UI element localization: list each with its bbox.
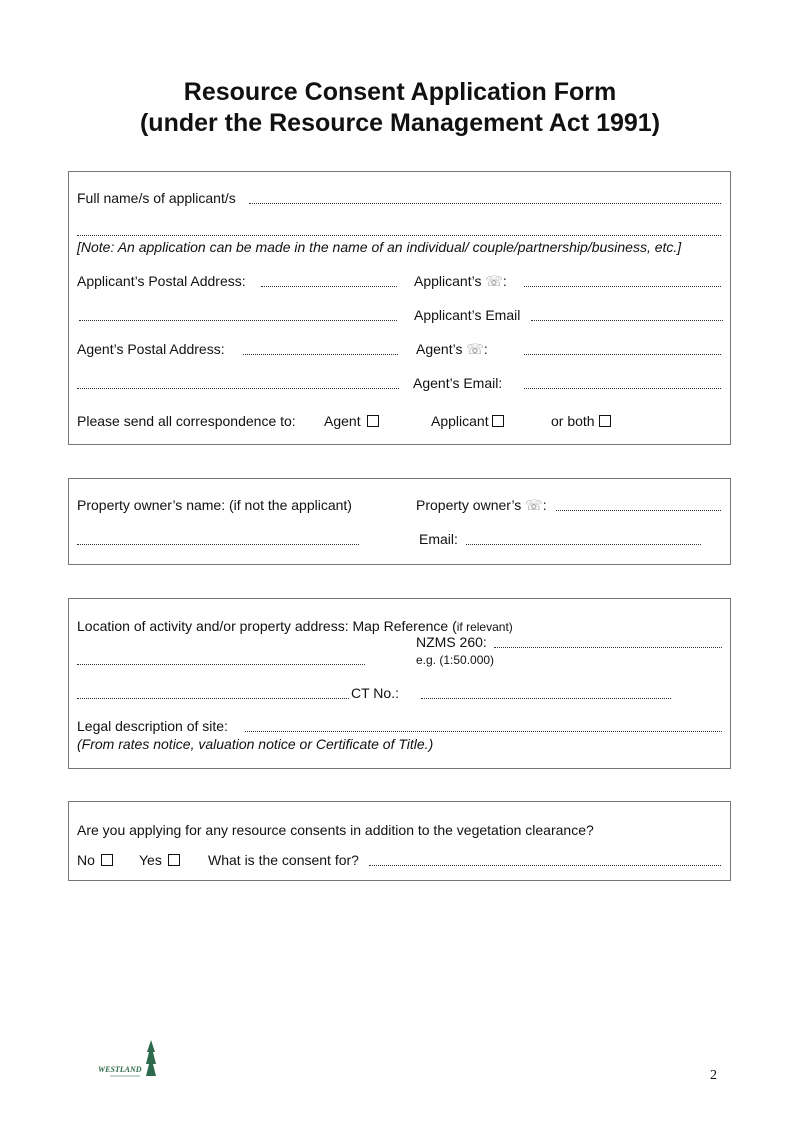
legal-description-note: (From rates notice, valuation notice or Certificate of Title.)	[77, 736, 434, 752]
agent-email-label: Agent’s Email:	[413, 375, 503, 391]
checkbox-box[interactable]	[168, 854, 180, 866]
owner-phone-field[interactable]	[556, 510, 721, 511]
svg-text:WESTLAND: WESTLAND	[98, 1065, 142, 1074]
agent-postal-label: Agent’s Postal Address:	[77, 341, 225, 357]
checkbox-both-label: or both	[551, 413, 595, 429]
owner-email-field[interactable]	[466, 544, 701, 545]
postal-address-label: Applicant’s Postal Address:	[77, 273, 246, 289]
checkbox-agent[interactable]	[324, 413, 379, 429]
consent-for-label: What is the consent for?	[208, 852, 359, 868]
agent-email-field[interactable]	[524, 388, 721, 389]
checkbox-no[interactable]	[77, 852, 113, 868]
postal-address-field-2[interactable]	[79, 320, 397, 321]
full-name-field[interactable]	[249, 203, 721, 204]
checkbox-box[interactable]	[492, 415, 504, 427]
checkbox-applicant[interactable]	[431, 413, 504, 429]
checkbox-yes-label: Yes	[139, 852, 162, 868]
consents-section	[68, 801, 731, 881]
owner-section: Property owner’s name: (if not the applicant) Property owner’s ☏: Email:	[68, 478, 731, 565]
checkbox-agent-label: Agent	[324, 413, 361, 429]
full-name-field-2[interactable]	[77, 235, 721, 236]
location-field-2[interactable]	[77, 698, 349, 699]
agent-postal-field-2[interactable]	[77, 388, 399, 389]
checkbox-box[interactable]	[367, 415, 379, 427]
owner-name-field[interactable]	[77, 544, 359, 545]
applicant-email-field[interactable]	[531, 320, 723, 321]
postal-address-field[interactable]	[261, 286, 397, 287]
consents-question: Are you applying for any resource consents in addition to the vegetation clearance?	[77, 822, 594, 838]
location-field[interactable]	[77, 664, 365, 665]
phone-icon: ☏	[485, 273, 503, 289]
full-name-label: Full name/s of applicant/s	[77, 190, 236, 206]
agent-phone-label: Agent’s	[416, 341, 463, 357]
consent-for-field[interactable]	[369, 865, 721, 866]
checkbox-both[interactable]	[551, 413, 611, 429]
agent-postal-field[interactable]	[243, 354, 398, 355]
map-example: e.g. (1:50.000)	[416, 653, 495, 667]
ct-label: CT No.:	[351, 685, 399, 701]
phone-icon: ☏	[525, 497, 543, 513]
checkbox-no-label: No	[77, 852, 95, 868]
legal-description-label: Legal description of site:	[77, 718, 228, 734]
form-title: Resource Consent Application Form	[183, 78, 617, 106]
location-label	[77, 618, 513, 635]
applicant-section: Full name/s of applicant/s [Note: An application can be made in the name of an individual/ couple/partnership/business, etc.] Applicant’s Postal Address: Applicant’s ☏: Applicant’s Email Agent’s Postal Address: Agent’s ☏: Agent’s Email: Please send all correspondence to: Agent Applicant or both	[68, 171, 731, 445]
checkbox-box[interactable]	[599, 415, 611, 427]
nzms-label: NZMS 260:	[416, 634, 487, 650]
phone-icon: ☏	[466, 341, 484, 357]
if-relevant-note: if relevant)	[456, 620, 513, 634]
checkbox-box[interactable]	[101, 854, 113, 866]
agent-phone-field[interactable]	[524, 354, 721, 355]
form-subtitle: (under the Resource Management Act 1991)	[139, 109, 661, 137]
location-section	[68, 598, 731, 769]
page-number: 2	[710, 1068, 717, 1083]
applicant-phone-field[interactable]	[524, 286, 721, 287]
ct-field[interactable]	[421, 698, 671, 699]
location-label-text: Location of activity and/or property address: Map Reference (	[77, 618, 457, 634]
owner-name-label: Property owner’s name: (if not the applicant)	[77, 497, 352, 513]
checkbox-yes[interactable]	[139, 852, 180, 868]
applicant-note: [Note: An application can be made in the name of an individual/ couple/partnership/business, etc.]	[77, 239, 682, 255]
nzms-field[interactable]	[494, 647, 722, 648]
applicant-phone-label: Applicant’s	[414, 273, 482, 289]
applicant-email-label: Applicant’s Email	[414, 307, 521, 323]
owner-phone-label: Property owner’s	[416, 497, 522, 513]
checkbox-applicant-label: Applicant	[431, 413, 489, 429]
owner-email-label: Email:	[419, 531, 458, 547]
westland-logo	[96, 1038, 160, 1082]
correspondence-label: Please send all correspondence to:	[77, 413, 296, 429]
legal-description-field[interactable]	[245, 731, 722, 732]
